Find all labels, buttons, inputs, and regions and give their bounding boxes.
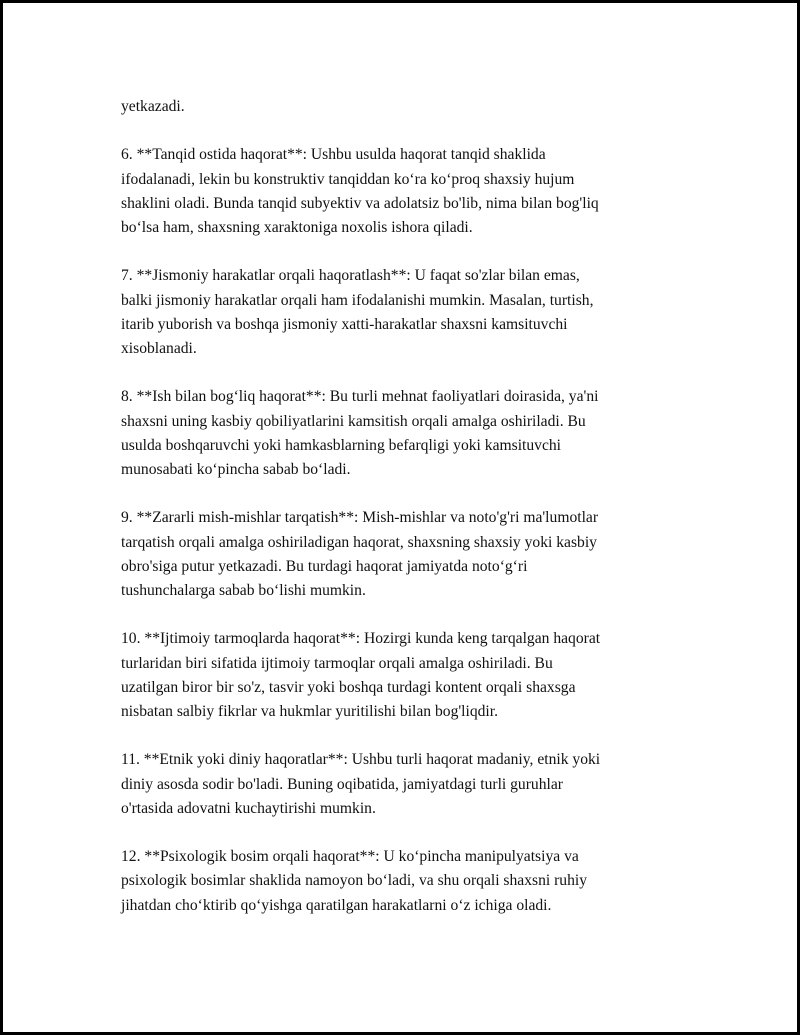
paragraph-item-12: 12. **Psixologik bosim orqali haqorat**: U ko‘pincha manipulyatsiya va psixologik bosimlar shaklida namoyon bo‘ladi, va shu orqali shaxsni ruhiy jihatdan cho‘ktirib qo‘yishga qaratilgan harakatlarni o‘z ichiga oladi. bbox=[121, 848, 588, 914]
paragraph-item-9: 9. **Zararli mish-mishlar tarqatish**: Mish-mishlar va noto'g'ri ma'lumotlar tarqatish orqali amalga oshiriladigan haqorat, shaxsning shaxsiy yoki kasbiy obro'siga putur yetkazadi. Bu turdagi haqorat jamiyatda noto‘g‘ri tushunchalarga sabab bo‘lishi mumkin. bbox=[121, 509, 599, 599]
paragraph-item-11: 11. **Etnik yoki diniy haqoratlar**: Ushbu turli haqorat madaniy, etnik yoki diniy asosda sodir bo'ladi. Buning oqibatida, jamiyatdagi turli guruhlar o'rtasida adovatni kuchaytirishi mumkin. bbox=[121, 751, 601, 817]
paragraph-item-10: 10. **Ijtimoiy tarmoqlarda haqorat**: Hozirgi kunda keng tarqalgan haqorat turlaridan biri sifatida ijtimoiy tarmoqlar orqali amalga oshiriladi. Bu uzatilgan biror bir so'z, tasvir yoki boshqa turdagi kontent orqali shaxsga nisbatan salbiy fikrlar va hukmlar yuritilishi bilan bog'liqdir. bbox=[121, 630, 601, 720]
document-body bbox=[121, 95, 691, 918]
paragraph-continuation: yetkazadi. bbox=[121, 98, 185, 115]
paragraph-item-8: 8. **Ish bilan bog‘liq haqorat**: Bu turli mehnat faoliyatlari doirasida, ya'ni shaxsni uning kasbiy qobiliyatlarini kamsitish orqali amalga oshiriladi. Bu usulda boshqaruvchi yoki hamkasblarning befarqligi yoki kamsituvchi munosabati ko‘pincha sabab bo‘ladi. bbox=[121, 388, 599, 478]
paragraph-item-6: 6. **Tanqid ostida haqorat**: Ushbu usulda haqorat tanqid shaklida ifodalanadi, lekin bu konstruktiv tanqiddan ko‘ra ko‘proq shaxsiy hujum shaklini oladi. Bunda tanqid subyektiv va adolatsiz bo'lib, nima bilan bog'liq bo‘lsa ham, shaxsning xaraktoniga noxolis ishora qiladi. bbox=[121, 146, 599, 236]
paragraph-item-7: 7. **Jismoniy harakatlar orqali haqoratlash**: U faqat so'zlar bilan emas, balki jismoniy harakatlar orqali ham ifodalanishi mumkin. Masalan, turtish, itarib yuborish va boshqa jismoniy xatti-harakatlar shaxsni kamsituvchi xisoblanadi. bbox=[121, 267, 594, 357]
